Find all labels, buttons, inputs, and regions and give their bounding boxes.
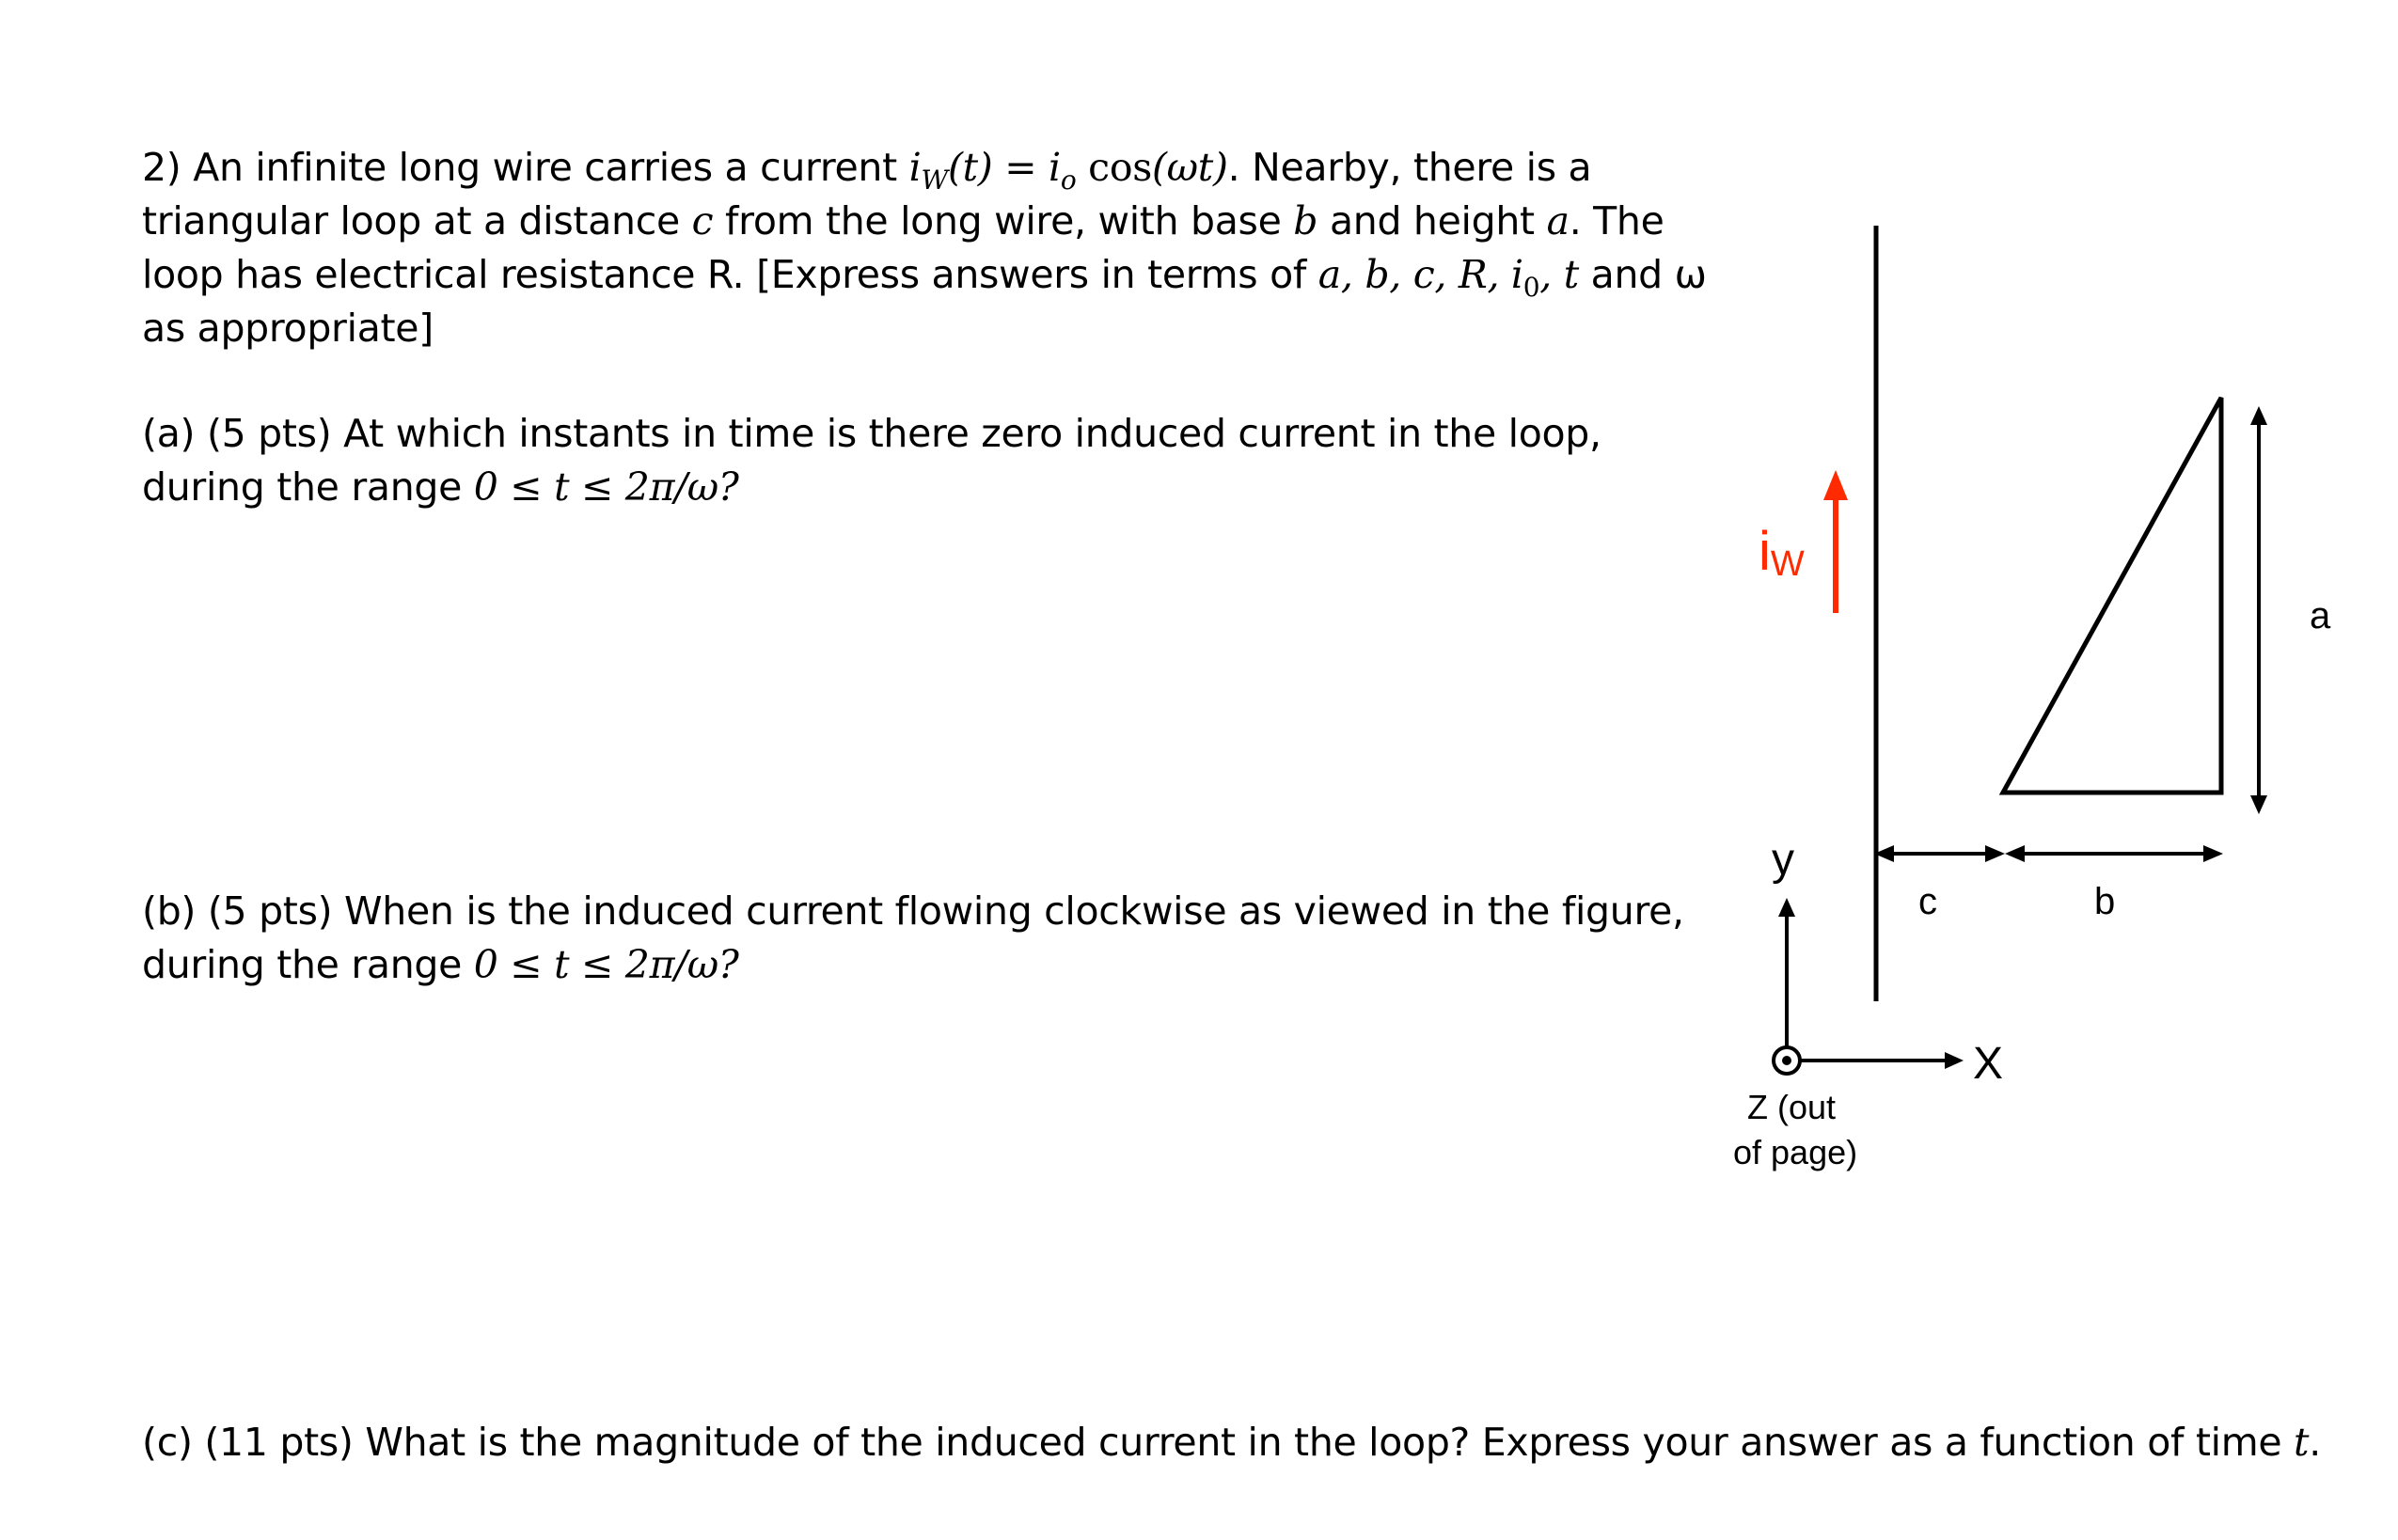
current-label: iW [1759,521,1805,584]
x-axis-arrow [1945,1052,1964,1069]
label-c: c [1918,881,1937,922]
z-axis-label-line-2: of page) [1733,1133,1858,1171]
label-b: b [2094,881,2116,922]
z-axis-dot [1782,1056,1791,1065]
y-axis-arrow [1778,898,1795,917]
part-b-range: 0 ≤ t ≤ 2π/ω? [473,942,739,987]
part-b-line-1: (b) (5 pts) When is the induced current flowing clockwise as viewed in the figure, [142,888,1684,934]
intro-line-3: loop has electrical resistance R. [Express answers in terms of a, b, c, R, $i_0$, t and ω [142,252,1707,304]
y-axis-label: y [1772,835,1794,885]
height-arrow-top [2250,406,2267,425]
label-a: a [2310,595,2331,636]
part-a-line-2: during the range 0 ≤ t ≤ 2π/ω? [142,464,739,510]
z-axis-label-line-1: Z (out [1747,1088,1837,1126]
part-c-question: (c) (11 pts) What is the magnitude of the induced current in the loop? Express your answer as a function of time t. [142,1420,2321,1465]
problem-number: 2) [142,145,181,190]
b-arrow-left [2005,845,2025,862]
b-arrow-right [2203,845,2223,862]
x-axis-label: X [1973,1039,2004,1089]
intro-line-2: triangular loop at a distance c from the long wire, with base b and height a. The [142,198,1664,244]
current-arrow-head [1823,470,1848,500]
part-a-line-1: (a) (5 pts) At which instants in time is there zero induced current in the loop, [142,411,1601,456]
part-a-range: 0 ≤ t ≤ 2π/ω? [473,464,739,510]
part-b-line-2: during the range 0 ≤ t ≤ 2π/ω? [142,942,739,987]
c-arrow-right [1985,845,2005,862]
intro-line-1: 2) An infinite long wire carries a current $i_W(t) = i_o$ cos(ωt). Nearby, there is a [142,145,1592,196]
triangular-loop [2003,398,2221,793]
intro-line-4: as appropriate] [142,306,434,351]
height-arrow-bottom [2250,795,2267,814]
